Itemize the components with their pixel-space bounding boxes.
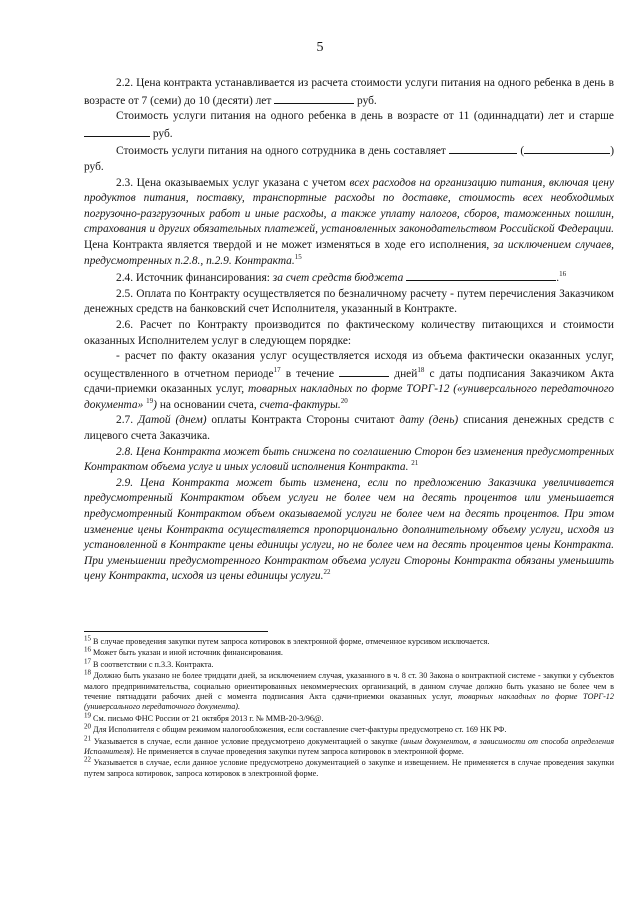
- contract-body: [84, 76, 614, 585]
- footnote-16: $^{16}$ Может быть указан и иной источник финансирования.: [84, 645, 283, 658]
- clause-2-7: 2.7. Датой (днем) оплаты Контракта Стороны считают дату (день) списания денежных средств с лицевого счета Заказчика.: [84, 414, 614, 443]
- clause-2-3: 2.3. Цена оказываемых услуг указана с учетом всех расходов на организацию питания, включая цену продуктов питания, поставку, транспортные расходы по доставке, стоимость всех необходимых погрузочно-разгрузочных работ и иные расходы, а также уплату налогов, сборов, таможенных пошлин, страхования и других обязательных платежей, установленных законодательством Российской Федерации. Цена Контракта является твердой и не может изменяться в ходе его исполнения, за исключением случаев, предусмотренных п.2.8., п.2.9. Контракта.$^{15}$: [84, 176, 615, 267]
- footnote-22: $^{22}$ Указывается в случае, если данное условие предусмотрено документацией о закупке и извещением. Не применяется в случае проведения закупки путем запроса котировок, запроса котировок в электронной форме.: [84, 755, 615, 778]
- clause-2-2-c: Стоимость услуги питания на одного сотрудника в день составляет ( ) руб.: [84, 142, 614, 175]
- blank-field: [84, 125, 150, 137]
- footnote-17: $^{17}$ В соответствии с п.3.3. Контракта.: [84, 657, 214, 669]
- footnote-divider: [84, 631, 268, 632]
- footnote-18: $^{18}$ Должно быть указано не более тридцати дней, за исключением случая, указанного в ч. 8 ст. 30 Закона о контрактной системе - закупки у субъектов малого предпринимательства, социально ориентированных некоммерческих организаций, в данном случае должно быть указано не более чем в течение пятнадцати рабочих дней с момента подписания Акта сдачи-приемки оказанных услуг, товарных накладных по форме ТОРГ-12 (универсального передаточного документа).: [84, 668, 614, 712]
- footnote-15: $^{15}$ В случае проведения закупки путем запроса котировок в электронной форме, отмеченное курсивом исключается.: [84, 634, 490, 646]
- clause-2-2-b: Стоимость услуги питания на одного ребенка в день в возрасте от 11 (одиннадцати) лет и старше руб.: [84, 109, 614, 142]
- clause-2-4: 2.4. Источник финансирования: за счет средств бюджета .$^{16}$: [116, 270, 567, 285]
- page-number: 5: [316, 40, 324, 55]
- blank-field: [449, 142, 517, 154]
- blank-field: [339, 365, 389, 377]
- footnotes: [84, 634, 615, 780]
- clause-2-9: 2.9. Цена Контракта может быть изменена, если по предложению Заказчика увеличивается предусмотренный Контрактом объем услуги не более чем на десять процентов или уменьшается предусмотренный Контрактом объем оказываемой услуги не более чем на десять процентов. При этом изменение цены Контракта осуществляется пропорционально дополнительному объему услуги, исходя из установленной в Контракте цены единицы услуги, но не более чем на десять процентов цены Контракта. При уменьшении предусмотренного Контрактом объема услуги Стороны Контракта обязаны уменьшить цену Контракта, исходя из цены единицы услуги.$^{22}$: [84, 476, 614, 583]
- clause-2-8: 2.8. Цена Контракта может быть снижена по соглашению Сторон без изменения предусмотренных Контрактом объема услуг и иных условий исполнения Контракта. $^{21}$: [84, 445, 614, 474]
- clause-2-2-a: 2.2. Цена контракта устанавливается из расчета стоимости услуги питания на одного ребенка в день в возрасте от 7 (семи) до 10 (десяти) лет руб.: [84, 77, 614, 107]
- blank-field: [524, 142, 610, 154]
- footnote-19: $^{19}$ См. письмо ФНС России от 21 октября 2013 г. № ММВ-20-3/96@.: [84, 711, 324, 723]
- footnote-21: $^{21}$ Указывается в случае, если данное условие предусмотрено документацией о закупке (иным документом, в зависимости от способа определения Исполнителя). Не применяется в случае проведения закупки путем запроса котировок в электронной форме.: [84, 733, 615, 757]
- clause-2-5: 2.5. Оплата по Контракту осуществляется по безналичному расчету - путем перечисления Заказчиком денежных средств на банковский счет Исполнителя, указанный в Контракте.: [84, 287, 614, 316]
- footnote-20: $^{20}$ Для Исполнителя с общим режимом налогообложения, если составление счет-фактуры предусмотрено ст. 169 НК РФ.: [84, 722, 507, 735]
- blank-field: [274, 92, 354, 104]
- clause-2-6: 2.6. Расчет по Контракту производится по фактическому количеству питающихся и стоимости оказанных Исполнителем услуг в следующем порядке:: [84, 318, 614, 347]
- clause-2-6-bullet: - расчет по факту оказания услуг осуществляется исходя из объема фактически оказанных услуг, осуществленного в отчетном периоде$^{17}$ в течение дней$^{18}$ с даты подписания Заказчиком Акта сдачи-приемки оказанных услуг, товарных накладных по форме ТОРГ-12 («универсального передаточного документа» $^{19}$) на основании счета, счета-фактуры.$^{20}$: [84, 350, 614, 411]
- blank-field: [406, 269, 556, 281]
